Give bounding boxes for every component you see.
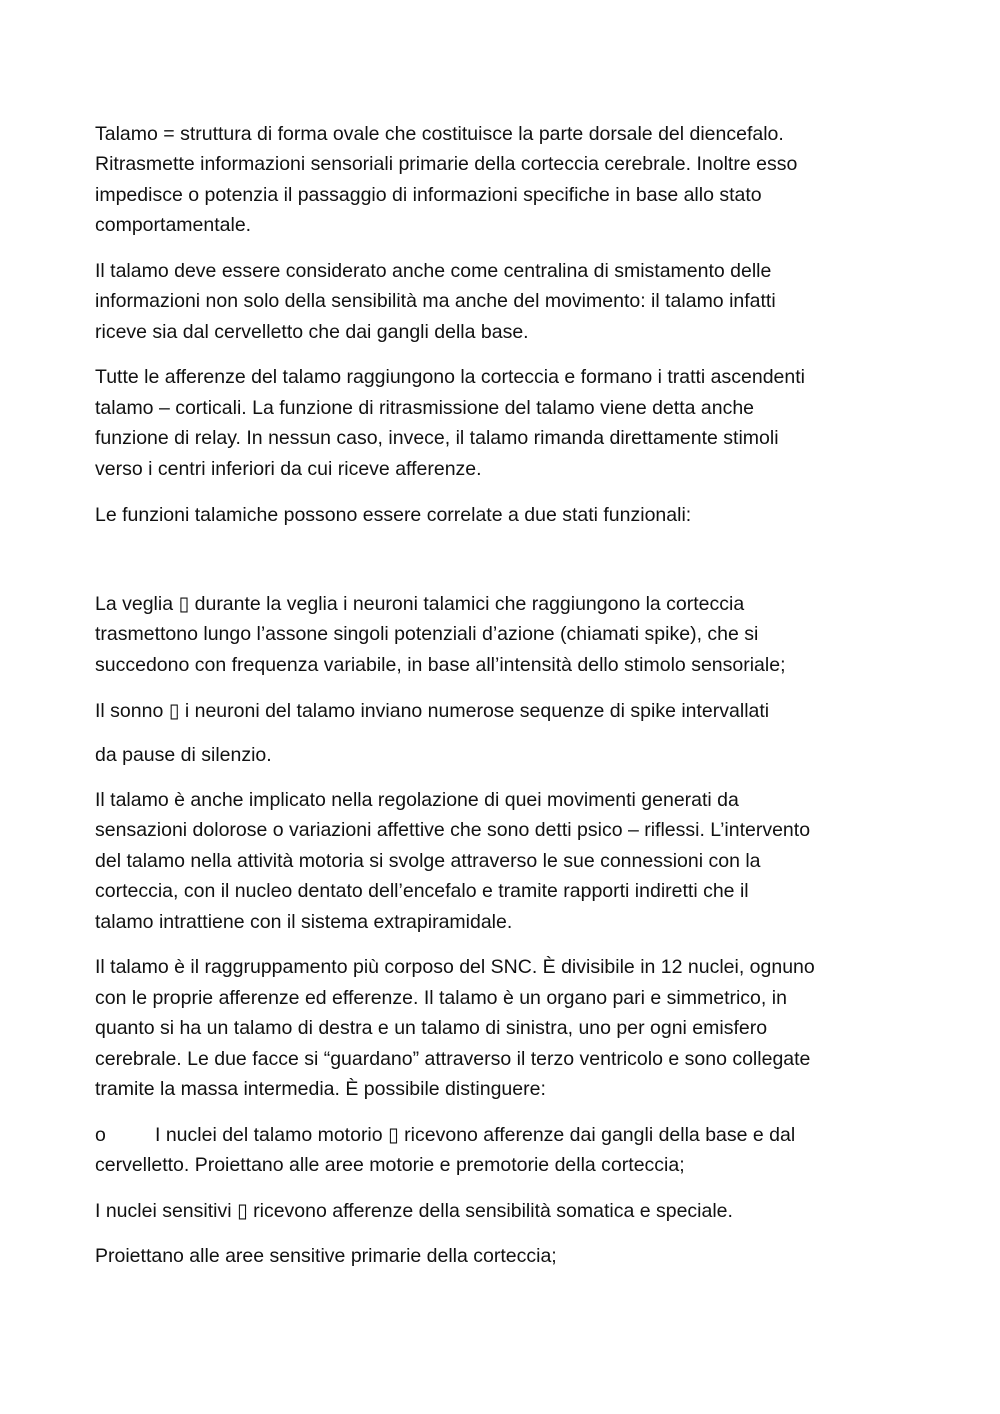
text-line: informazioni non solo della sensibilità ma anche del movimento: il talamo infatti <box>95 290 776 312</box>
text-line: verso i centri inferiori da cui riceve afferenze. <box>95 458 482 480</box>
text-line: con le proprie afferenze ed efferenze. Il talamo è un organo pari e simmetrico, in <box>95 987 787 1009</box>
text-line: Il talamo è il raggruppamento più corposo del SNC. È divisibile in 12 nuclei, ognuno <box>95 956 815 978</box>
text-line: Le funzioni talamiche possono essere correlate a due stati funzionali: <box>95 504 692 526</box>
text-line: Talamo = struttura di forma ovale che costituisce la parte dorsale del diencefalo. <box>95 123 784 145</box>
text-line: talamo intrattiene con il sistema extrapiramidale. <box>95 911 513 933</box>
text-line: Il talamo è anche implicato nella regolazione di quei movimenti generati da <box>95 789 739 811</box>
text-line: funzione di relay. In nessun caso, invece, il talamo rimanda direttamente stimoli <box>95 427 779 449</box>
text-line: tramite la massa intermedia. È possibile distinguere: <box>95 1078 546 1100</box>
text-line: Tutte le afferenze del talamo raggiungono la corteccia e formano i tratti ascendenti <box>95 366 805 388</box>
text-line: cervelletto. Proiettano alle aree motorie e premotorie della corteccia; <box>95 1154 685 1176</box>
text-line: corteccia, con il nucleo dentato dell’encefalo e tramite rapporti indiretti che il <box>95 880 749 902</box>
text-line: La veglia ▯ durante la veglia i neuroni talamici che raggiungono la corteccia <box>95 593 745 615</box>
text-line: impedisce o potenzia il passaggio di informazioni specifiche in base allo stato <box>95 184 762 206</box>
text-line: Proiettano alle aree sensitive primarie della corteccia; <box>95 1245 557 1267</box>
text-line: cerebrale. Le due facce si “guardano” attraverso il terzo ventricolo e sono collegate <box>95 1048 811 1070</box>
text-line: Il talamo deve essere considerato anche come centralina di smistamento delle <box>95 260 772 282</box>
text-line: del talamo nella attività motoria si svolge attraverso le sue connessioni con la <box>95 850 761 872</box>
bullet-marker: o <box>95 1124 106 1146</box>
text-line: Ritrasmette informazioni sensoriali primarie della corteccia cerebrale. Inoltre esso <box>95 153 798 175</box>
text-line: sensazioni dolorose o variazioni affettive che sono detti psico – riflessi. L’intervento <box>95 819 811 841</box>
text-line: da pause di silenzio. <box>95 744 272 766</box>
text-line: Il sonno ▯ i neuroni del talamo inviano numerose sequenze di spike intervallati <box>95 700 770 722</box>
text-line: succedono con frequenza variabile, in base all’intensità dello stimolo sensoriale; <box>95 654 786 676</box>
text-line: talamo – corticali. La funzione di ritrasmissione del talamo viene detta anche <box>95 397 755 419</box>
text-line: quanto si ha un talamo di destra e un talamo di sinistra, uno per ogni emisfero <box>95 1017 768 1039</box>
text-line: I nuclei del talamo motorio ▯ ricevono afferenze dai gangli della base e dal <box>155 1124 796 1146</box>
bullet-line <box>95 1120 795 1150</box>
text-line: trasmettono lungo l’assone singoli potenziali d’azione (chiamati spike), che si <box>95 623 759 645</box>
text-line: I nuclei sensitivi ▯ ricevono afferenze della sensibilità somatica e speciale. <box>95 1200 733 1222</box>
text-line: riceve sia dal cervelletto che dai gangli della base. <box>95 321 529 343</box>
text-line: comportamentale. <box>95 214 252 236</box>
